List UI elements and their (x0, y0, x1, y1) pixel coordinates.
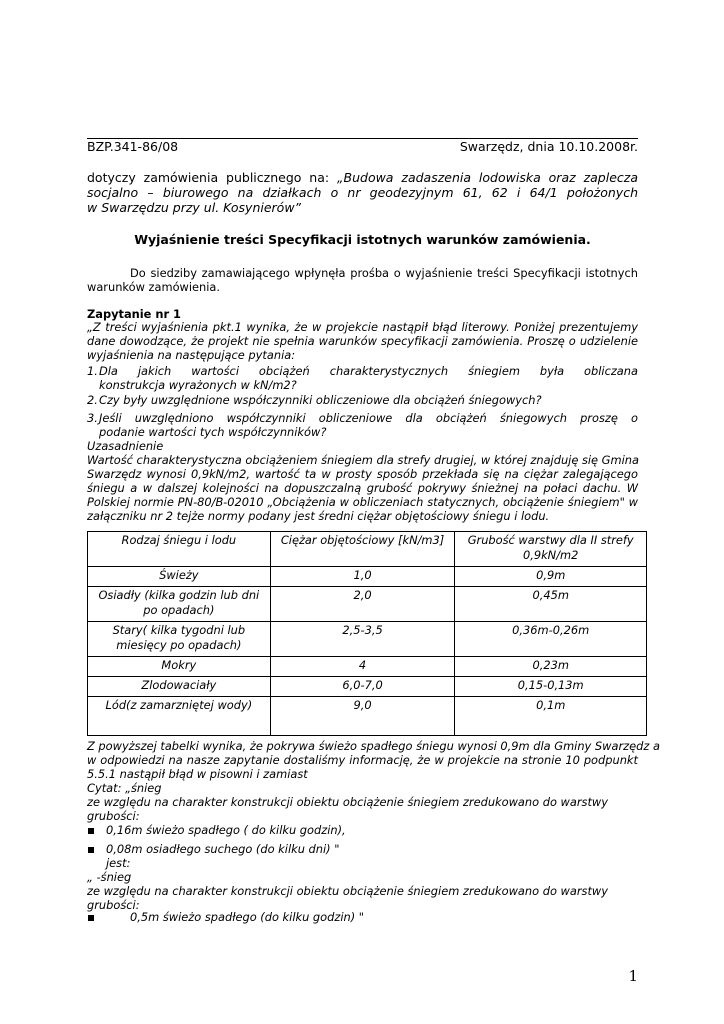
question-item-number: 2. (87, 393, 98, 407)
is-label: jest: (106, 856, 131, 870)
table-cell: 6,0-7,0 (270, 677, 455, 697)
question-item-text: podanie wartości tych współczynników? (99, 425, 327, 439)
table-cell: 9,0 (270, 697, 455, 736)
quote2-line: ze względu na charakter konstrukcji obiektu obciążenie śniegiem zredukowano do warstwy (87, 884, 608, 898)
table-cell: 2,5-3,5 (270, 622, 455, 657)
justification-label: Uzasadnienie (87, 439, 164, 453)
justification-line: załączniku nr 2 tejże normy podany jest średni ciężar objętościowy śniegu i lodu. (87, 509, 550, 523)
table-row (88, 622, 647, 657)
document-date: Swarzędz, dnia 10.10.2008r. (459, 139, 638, 154)
subject-line-1: dotyczy zamówienia publicznego na: „Budowa zadaszenia lodowiska oraz zaplecza (87, 170, 638, 185)
question-item-text: Dla jakich wartości obciążeń charakterystycznych śniegiem była obliczana (99, 364, 638, 378)
table-row (88, 657, 647, 677)
question-line: dane dowodzące, że projekt nie spełnia warunków specyfikacji zamówienia. Proszę o udzielenie (87, 334, 638, 348)
table-row (88, 567, 647, 587)
subject-line-3: w Swarzędzu przy ul. Kosynierów” (87, 200, 302, 215)
question-line: „Z treści wyjaśnienia pkt.1 wynika, że w projekcie nastąpił błąd literowy. Poniżej prezentujemy (87, 320, 638, 334)
bullet-item: 0,16m świeżo spadłego ( do kilku godzin), (106, 823, 346, 837)
bullet-item: 0,08m osiadłego suchego (do kilku dni) " (106, 842, 340, 856)
table-cell: 1,0 (270, 567, 455, 587)
justification-line: śniegu a w dalszej kolejności na dopuszczalną grubość pokrywy śnieżnej na połaci dachu. W (87, 481, 638, 495)
quote-line: ze względu na charakter konstrukcji obiektu obciążenie śniegiem zredukowano do warstwy (87, 795, 608, 809)
table-row (88, 677, 647, 697)
table-cell: Mokry (88, 657, 271, 677)
table-cell: 0,9m (455, 567, 647, 587)
question-item-text: konstrukcja wyrażonych w kN/m2? (99, 378, 297, 392)
page-number: 1 (628, 967, 638, 985)
intro-line-1: Do siedziby zamawiającego wpłynęła prośba o wyjaśnienie treści Specyfikacji istotnych (130, 266, 638, 280)
snow-weight-table (87, 531, 647, 736)
question-item-text: Czy były uwzględnione współczynniki obliczeniowe dla obciążeń śniegowych? (99, 393, 542, 407)
table-cell: Zlodowaciały (88, 677, 271, 697)
reference-number: BZP.341-86/08 (87, 139, 179, 154)
question-line: wyjaśnienia na następujące pytania: (87, 348, 296, 362)
conclusion-line: Z powyższej tabelki wynika, że pokrywa świeżo spadłego śniegu wynosi 0,9m dla Gminy Swarzędz a (87, 739, 660, 753)
quote-line: grubości: (87, 809, 140, 823)
square-bullet-icon (88, 915, 94, 921)
question-heading: Zapytanie nr 1 (87, 307, 181, 321)
table-cell: Stary( kilka tygodni lub miesięcy po opadach) (88, 622, 271, 657)
table-header-cell: Ciężar objętościowy [kN/m3] (270, 532, 455, 567)
bullet-item: 0,5m świeżo spadłego (do kilku godzin) " (130, 910, 365, 924)
quote-label: Cytat: „śnieg (87, 781, 162, 795)
quote2-line: grubości: (87, 898, 140, 912)
justification-line: Wartość charakterystyczna obciążeniem śniegiem dla strefy drugiej, w której znajduję się Gmina (87, 453, 639, 467)
intro-line-2: warunków zamówienia. (87, 280, 221, 294)
justification-line: Swarzędz wynosi 0,9kN/m2, wartość ta w prosty sposób przekłada się na ciężar zalegającego (87, 467, 638, 481)
table-cell: 0,1m (455, 697, 647, 736)
table-cell: 0,45m (455, 587, 647, 622)
question-item-text: Jeśli uwzględniono współczynniki obliczeniowe dla obciążeń śniegowych proszę o (99, 411, 638, 425)
question-item-number: 1. (87, 364, 98, 378)
table-header-row (88, 532, 647, 567)
document-title: Wyjaśnienie treści Specyfikacji istotnych warunków zamówienia. (134, 232, 591, 247)
question-item-number: 3. (87, 411, 98, 425)
table-row (88, 697, 647, 736)
conclusion-line: 5.5.1 nastąpił błąd w pisowni i zamiast (87, 767, 308, 781)
conclusion-line: w odpowiedzi na nasze zapytanie dostaliśmy informację, że w projekcie na stronie 10 podpunkt (87, 753, 638, 767)
table-cell: Świeży (88, 567, 271, 587)
quote2-label: „ -śnieg (87, 870, 132, 884)
subject-line-2: socjalno – biurowego na działkach o nr geodezyjnym 61, 62 i 64/1 położonych (87, 185, 638, 200)
table-cell: 0,36m-0,26m (455, 622, 647, 657)
table-cell: 0,23m (455, 657, 647, 677)
square-bullet-icon (88, 847, 94, 853)
table-cell: Osiadły (kilka godzin lub dni po opadach) (88, 587, 271, 622)
table-row (88, 587, 647, 622)
square-bullet-icon (88, 828, 94, 834)
table-header-cell: Grubość warstwy dla II strefy 0,9kN/m2 (455, 532, 647, 567)
justification-line: Polskiej normie PN-80/B-02010 „Obciążenia w obliczeniach statycznych, obciążenie śniegiem" w (87, 495, 638, 509)
table-cell: 0,15-0,13m (455, 677, 647, 697)
table-cell: 4 (270, 657, 455, 677)
table-header-cell: Rodzaj śniegu i lodu (88, 532, 271, 567)
table-cell: Lód(z zamarzniętej wody) (88, 697, 271, 736)
table-cell: 2,0 (270, 587, 455, 622)
